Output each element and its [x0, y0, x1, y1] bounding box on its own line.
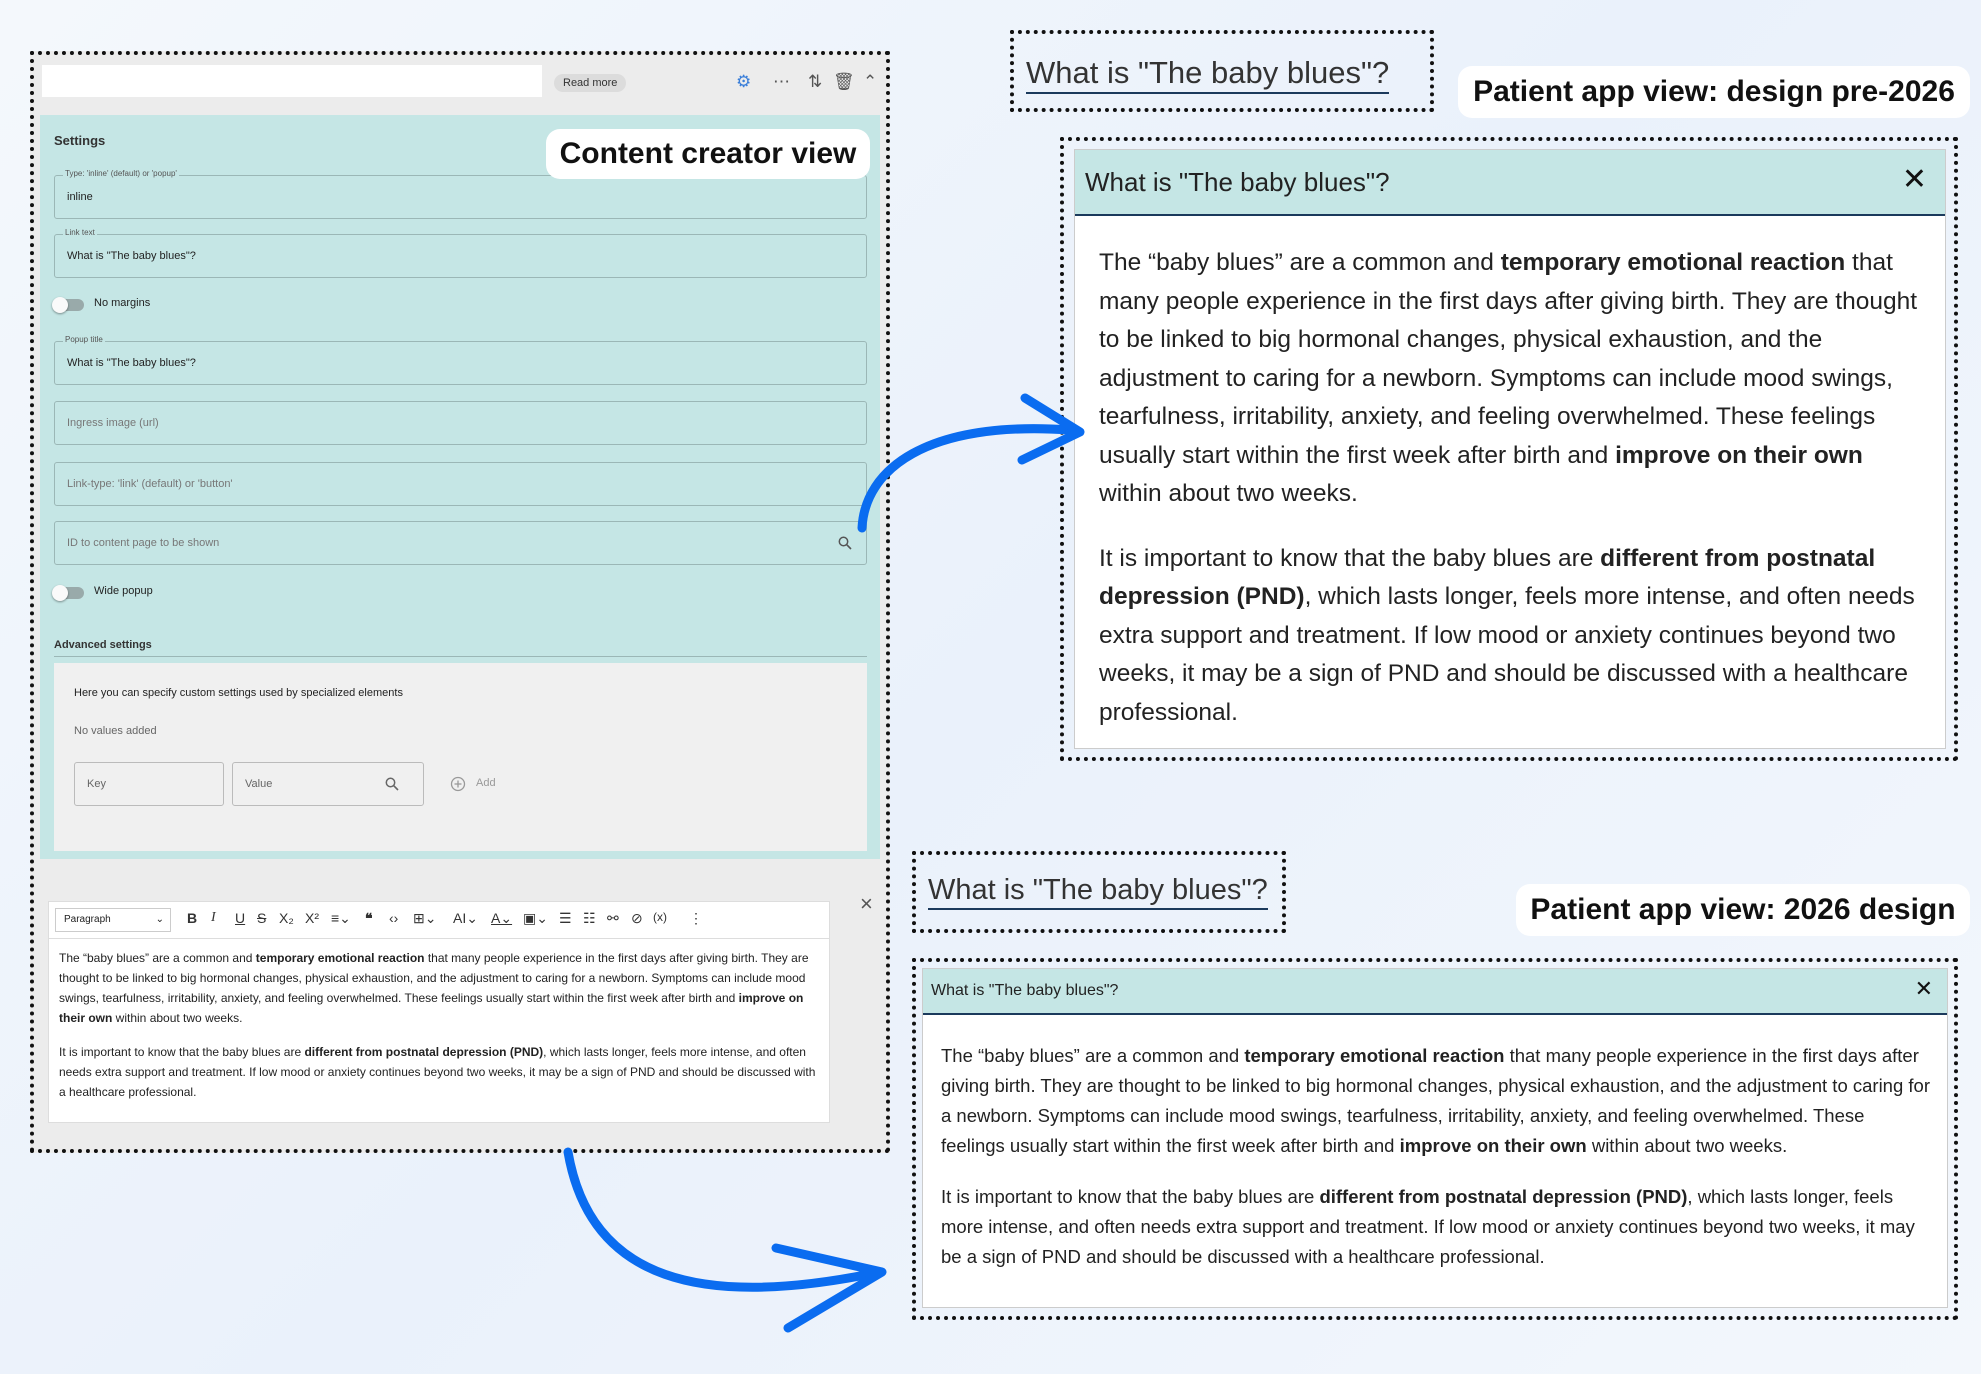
popup-paragraph-1: The “baby blues” are a common and temporary emotional reaction that many people experience in the first days after giving birth. They are thought to be linked to big hormonal changes, physical exhaustion, and the adjustment to caring for a newborn. Symptoms can include mood swings, tearfulness, irritability, anxiety, and feeling overwhelmed. These feelings usually start within the first week after birth and improve on their own within about two weeks. [941, 1045, 1930, 1156]
popup-title: What is "The baby blues"? [1085, 167, 1390, 197]
variable-icon[interactable]: (x) [653, 910, 667, 924]
type-value: inline [67, 191, 93, 203]
link-icon[interactable]: ⚯ [607, 910, 619, 926]
link-text-value: What is "The baby blues"? [67, 250, 196, 262]
arrow-to-2026 [568, 1152, 882, 1328]
no-values-text: No values added [74, 725, 157, 737]
superscript-icon[interactable]: X² [305, 910, 319, 926]
link-text-label: Link text [65, 228, 95, 237]
popup-title: What is "The baby blues"? [931, 982, 1119, 999]
quote-icon[interactable]: ❝ [365, 910, 373, 926]
font-color-icon[interactable]: A⌄ [491, 910, 513, 926]
popup-paragraph-2: It is important to know that the baby blues are different from postnatal depression (PND), which lasts longer, feels more intense, and often needs extra support and treatment. If low mood or anxiety continues beyond two weeks, it may be a sign of PND and should be discussed with a healthcare professional. [1099, 544, 1915, 726]
popup-paragraph-1: The “baby blues” are a common and temporary emotional reaction that many people experience in the first days after giving birth. They are thought to be linked to big hormonal changes, physical exhaustion, and the adjustment to caring for a newborn. Symptoms can include mood swings, tearfulness, irritability, anxiety, and feeling overwhelmed. These feelings usually start within the first week after birth and improve on their own within about two weeks. [1099, 249, 1918, 507]
paragraph-select-value: Paragraph [64, 914, 111, 925]
chevron-up-icon[interactable]: ⌃ [863, 72, 878, 91]
key-placeholder: Key [87, 778, 106, 790]
subscript-icon[interactable]: X₂ [279, 910, 294, 926]
no-margins-label: No margins [94, 297, 151, 309]
more-vertical-icon[interactable]: ⋮ [689, 910, 703, 926]
advanced-description: Here you can specify custom settings used by specialized elements [74, 687, 403, 699]
italic-icon[interactable]: I [211, 910, 216, 925]
strikethrough-icon[interactable]: S [257, 910, 267, 926]
popup-link[interactable]: What is "The baby blues"? [928, 872, 1268, 910]
add-label: Add [476, 777, 496, 789]
popup-link[interactable]: What is "The baby blues"? [1026, 54, 1389, 94]
insert-icon[interactable]: ⊞⌄ [413, 910, 437, 926]
advanced-settings-title: Advanced settings [54, 639, 152, 651]
chevron-down-icon: ⌄ [155, 914, 164, 925]
wide-popup-label: Wide popup [94, 585, 153, 597]
sort-icon[interactable]: ⇅ [808, 72, 823, 91]
close-icon[interactable]: ✕ [1901, 163, 1927, 196]
bold-icon[interactable]: B [187, 910, 198, 926]
content-id-placeholder: ID to content page to be shown [67, 537, 220, 549]
value-placeholder: Value [245, 778, 273, 790]
read-more-badge: Read more [554, 74, 626, 92]
highlight-icon[interactable]: ▣⌄ [523, 910, 548, 926]
content-creator-label: Content creator view [546, 129, 870, 179]
more-icon[interactable]: ⋯ [773, 72, 790, 91]
popup-paragraph-2: It is important to know that the baby blues are different from postnatal depression (PND), which lasts longer, feels more intense, and often needs extra support and treatment. If low mood or anxiety continues beyond two weeks, it may be a sign of PND and should be discussed with a healthcare professional. [941, 1186, 1915, 1267]
editor-paragraph-2: It is important to know that the baby blues are different from postnatal depression (PND), which lasts longer, feels more intense, and often needs extra support and treatment. If low mood or anxiety continues beyond two weeks, it may be a sign of PND and should be discussed with a healthcare professional. [59, 1045, 816, 1099]
align-icon[interactable]: ≡⌄ [331, 910, 351, 926]
close-icon[interactable]: × [860, 891, 873, 916]
font-size-icon[interactable]: AI⌄ [453, 910, 478, 926]
arrow-to-pre2026 [862, 398, 1080, 528]
settings-title: Settings [54, 133, 106, 148]
popup-title-value: What is "The baby blues"? [67, 357, 196, 369]
ingress-image-placeholder: Ingress image (url) [67, 417, 159, 429]
editor-paragraph-1: The “baby blues” are a common and temporary emotional reaction that many people experience in the first days after giving birth. They are thought to be linked to big hormonal changes, physical exhaustion, and the adjustment to caring for a newborn. Symptoms can include mood swings, tearfulness, irritability, anxiety, and feeling overwhelmed. These feelings usually start within the first week after birth and improve on their own within about two weeks. [59, 951, 809, 1025]
code-icon[interactable]: ‹› [389, 910, 399, 926]
unlink-icon[interactable]: ⊘ [631, 910, 643, 926]
trash-icon[interactable]: 🗑 [833, 72, 855, 91]
popup-title-label: Popup title [65, 335, 103, 344]
link-type-placeholder: Link-type: 'link' (default) or 'button' [67, 478, 233, 490]
bullet-list-icon[interactable]: ☰ [559, 910, 572, 926]
design2026-label: Patient app view: 2026 design [1516, 884, 1970, 936]
gear-icon[interactable]: ⚙ [736, 72, 752, 91]
type-label: Type: 'inline' (default) or 'popup' [65, 169, 177, 178]
numbered-list-icon[interactable]: ☷ [583, 910, 596, 926]
pre2026-label: Patient app view: design pre-2026 [1458, 66, 1970, 118]
underline-icon[interactable]: U [235, 910, 246, 926]
close-icon[interactable]: ✕ [1914, 976, 1933, 1001]
